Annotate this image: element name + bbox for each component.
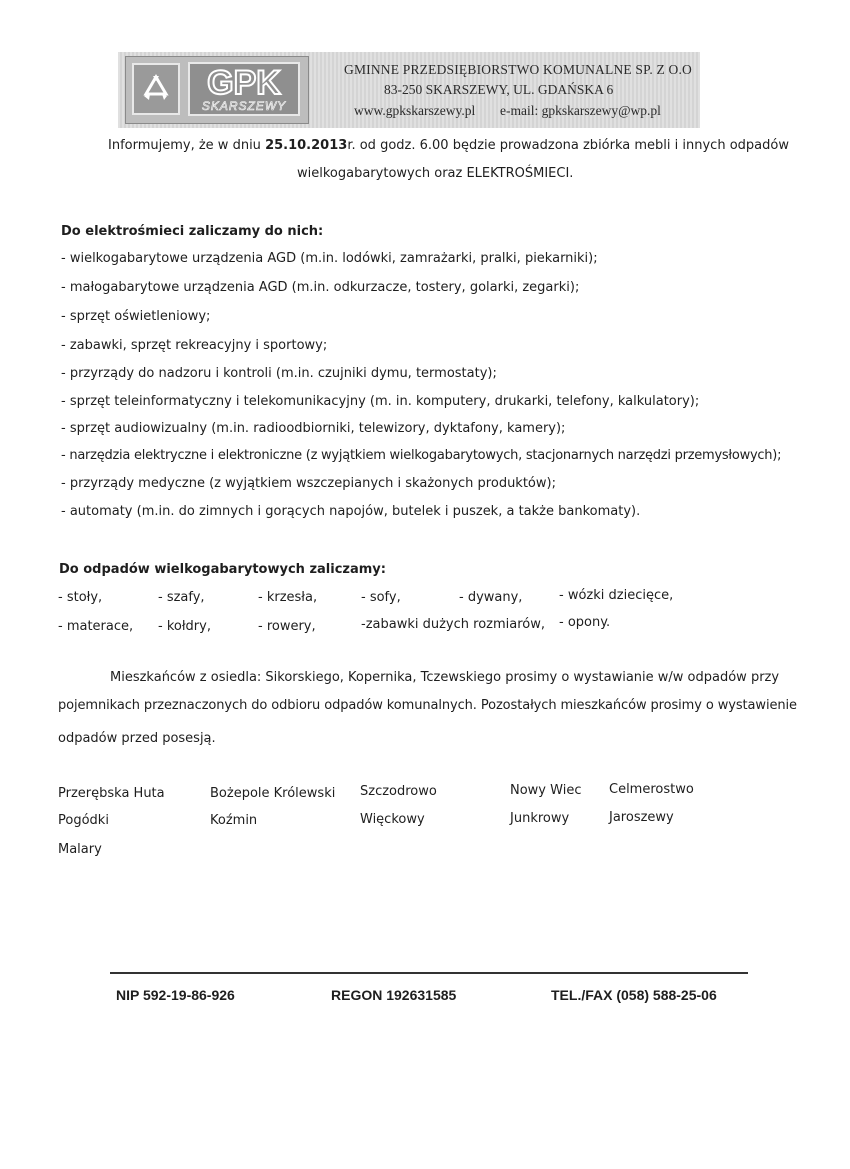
list-item: - narzędzia elektryczne i elektroniczne (z wyjątkiem wielkogabarytowych, stacjonarnych narzędzi przemysłowych);	[61, 448, 782, 463]
list-item: - małogabarytowe urządzenia AGD (m.in. odkurzacze, tostery, golarki, zegarki);	[61, 280, 580, 295]
notice-line-2: pojemnikach przeznaczonych do odbioru odpadów komunalnych. Pozostałych mieszkańców prosimy o wystawienie	[58, 698, 797, 713]
footer-nip: NIP 592-19-86-926	[116, 987, 235, 1003]
bulky-item: - dywany,	[459, 590, 523, 605]
intro-line-1: Informujemy, że w dniu 25.10.2013r. od godz. 6.00 będzie prowadzona zbiórka mebli i innych odpadów	[108, 138, 789, 153]
bulky-item: - materace,	[58, 619, 134, 634]
list-item: - zabawki, sprzęt rekreacyjny i sportowy;	[61, 338, 328, 353]
company-name: GMINNE PRZEDSIĘBIORSTWO KOMUNALNE SP. Z O.O	[344, 62, 692, 77]
logo-main-text: GPK	[207, 64, 281, 102]
village-name: Malary	[58, 842, 102, 857]
list-item: - sprzęt audiowizualny (m.in. radioodbiorniki, telewizory, dyktafony, kamery);	[61, 421, 566, 436]
village-name: Celmerostwo	[609, 782, 694, 797]
footer-regon: REGON 192631585	[331, 987, 457, 1003]
footer-divider	[110, 972, 748, 974]
bulky-item: - wózki dziecięce,	[559, 588, 674, 603]
list-item: - wielkogabarytowe urządzenia AGD (m.in. lodówki, zamrażarki, pralki, piekarniki);	[61, 251, 598, 266]
bulky-item: - szafy,	[158, 590, 205, 605]
company-logo	[125, 56, 309, 124]
bulky-item: - stoły,	[58, 590, 103, 605]
village-name: Przerębska Huta	[58, 786, 165, 801]
village-name: Nowy Wiec	[510, 783, 582, 798]
bulky-item: - sofy,	[361, 590, 401, 605]
village-name: Bożepole Królewski	[210, 786, 336, 801]
intro-line-2: wielkogabarytowych oraz ELEKTROŚMIECI.	[297, 166, 574, 181]
bulky-item: -zabawki dużych rozmiarów,	[361, 617, 545, 632]
village-name: Koźmin	[210, 813, 258, 828]
list-item: - sprzęt teleinformatyczny i telekomunikacyjny (m. in. komputery, drukarki, telefony, kalkulatory);	[61, 394, 700, 409]
bulky-item: - opony.	[559, 615, 611, 630]
electro-heading: Do elektrośmieci zaliczamy do nich:	[61, 224, 324, 239]
list-item: - przyrządy do nadzoru i kontroli (m.in. czujniki dymu, termostaty);	[61, 366, 497, 381]
village-name: Więckowy	[360, 812, 425, 827]
list-item: - przyrządy medyczne (z wyjątkiem wszczepianych i skażonych produktów);	[61, 476, 556, 491]
collection-date: 25.10.2013	[265, 138, 348, 153]
notice-line-3: odpadów przed posesją.	[58, 731, 216, 746]
notice-line-1: Mieszkańców z osiedla: Sikorskiego, Kopernika, Tczewskiego prosimy o wystawianie w/w odpadów przy	[110, 670, 780, 685]
bulky-heading: Do odpadów wielkogabarytowych zaliczamy:	[59, 562, 386, 577]
gpk-logo-box	[188, 62, 300, 116]
footer-tel: TEL./FAX (058) 588-25-06	[551, 987, 717, 1003]
list-item: - automaty (m.in. do zimnych i gorących napojów, butelek i puszek, a także bankomaty).	[61, 504, 641, 519]
company-email[interactable]: e-mail: gpkskarszewy@wp.pl	[500, 103, 661, 118]
logo-sub-text: SKARSZEWY	[201, 99, 287, 113]
list-item: - sprzęt oświetleniowy;	[61, 309, 211, 324]
company-website[interactable]: www.gpkskarszewy.pl	[354, 103, 476, 118]
bulky-item: - rowery,	[258, 619, 316, 634]
village-name: Szczodrowo	[360, 784, 437, 799]
bulky-item: - kołdry,	[158, 619, 211, 634]
village-name: Pogódki	[58, 813, 109, 828]
village-name: Junkrowy	[510, 811, 570, 826]
village-name: Jaroszewy	[609, 810, 674, 825]
company-address: 83-250 SKARSZEWY, UL. GDAŃSKA 6	[384, 82, 614, 97]
bulky-item: - krzesła,	[258, 590, 318, 605]
recycle-icon	[132, 63, 180, 115]
